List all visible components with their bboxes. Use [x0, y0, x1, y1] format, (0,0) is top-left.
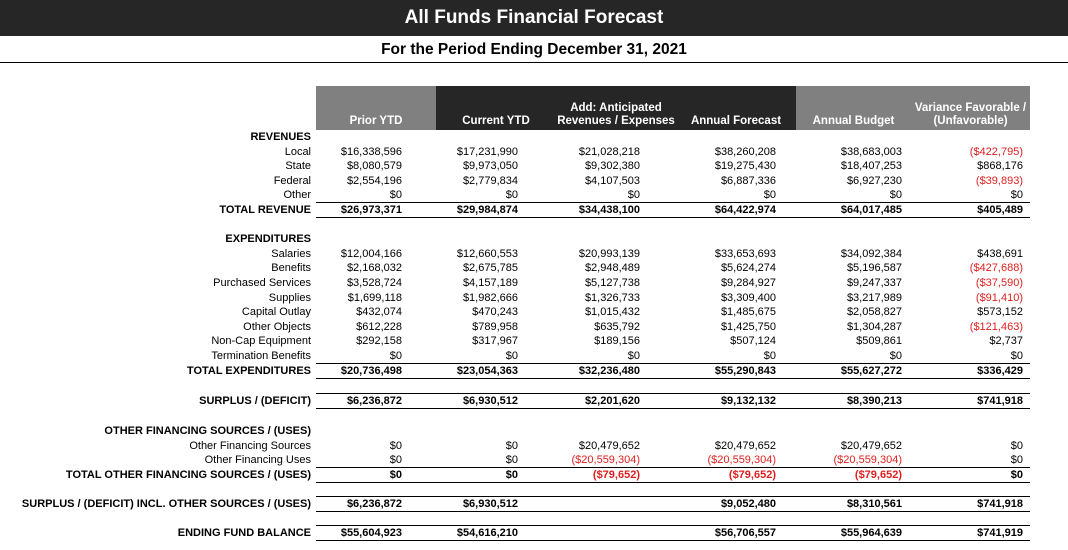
row-label: SURPLUS / (DEFICIT) INCL. OTHER SOURCES / (USES): [21, 498, 311, 510]
row-label: Other Financing Uses: [204, 454, 311, 466]
table-row: [0, 276, 1068, 290]
table-cell: $6,930,512: [462, 395, 518, 407]
table-cell: $336,429: [977, 365, 1023, 377]
table-rule: [316, 393, 1030, 394]
table-row: [0, 334, 1068, 348]
table-row: [0, 424, 1068, 438]
table-rule: [316, 202, 1030, 203]
column-header-current-ytd: Current YTD: [436, 86, 556, 130]
table-row: [0, 130, 1068, 144]
table-row: [0, 453, 1068, 467]
table-cell: $868,176: [977, 160, 1023, 172]
table-cell: $3,309,400: [720, 292, 776, 304]
table-cell: $0: [505, 350, 518, 362]
table-cell: ($20,559,304): [833, 454, 902, 466]
table-cell: $18,407,253: [840, 160, 902, 172]
row-label: Non-Cap Equipment: [211, 335, 311, 347]
table-cell: $1,982,666: [462, 292, 518, 304]
column-header-annual-budget: Annual Budget: [796, 86, 911, 130]
table-rule: [316, 511, 1030, 512]
table-cell: $20,479,652: [714, 440, 776, 452]
table-rule: [316, 540, 1030, 541]
table-cell: $8,390,213: [846, 395, 902, 407]
table-cell: $17,231,990: [456, 146, 518, 158]
table-row: [0, 305, 1068, 319]
table-cell: $6,887,336: [720, 175, 776, 187]
table-row: [0, 497, 1068, 511]
table-cell: $5,127,738: [584, 277, 640, 289]
row-label: Other Objects: [243, 321, 311, 333]
table-cell: $2,948,489: [584, 262, 640, 274]
table-cell: $38,260,208: [714, 146, 776, 158]
table-cell: $6,927,230: [846, 175, 902, 187]
table-rule: [316, 496, 1030, 497]
table-cell: $470,243: [472, 306, 518, 318]
table-cell: $2,058,827: [846, 306, 902, 318]
table-cell: ($79,652): [592, 469, 640, 481]
column-header-annual-forecast: Annual Forecast: [676, 86, 796, 130]
table-cell: $9,132,132: [720, 395, 776, 407]
table-cell: ($37,590): [975, 277, 1023, 289]
table-cell: $20,479,652: [840, 440, 902, 452]
table-cell: $26,973,371: [340, 204, 402, 216]
table-cell: $55,964,639: [840, 527, 902, 539]
column-header-anticipated: Add: Anticipated Revenues / Expenses: [556, 86, 676, 130]
table-cell: $20,736,498: [340, 365, 402, 377]
table-cell: $292,158: [356, 335, 402, 347]
table-cell: $741,919: [977, 527, 1023, 539]
row-label: TOTAL REVENUE: [219, 204, 311, 216]
table-cell: $5,624,274: [720, 262, 776, 274]
table-cell: $789,958: [472, 321, 518, 333]
row-label: Federal: [273, 175, 311, 187]
row-label: Salaries: [271, 248, 311, 260]
row-label: State: [285, 160, 311, 172]
table-rule: [316, 482, 1030, 483]
table-row: [0, 247, 1068, 261]
table-cell: $19,275,430: [714, 160, 776, 172]
row-label: Capital Outlay: [241, 306, 311, 318]
table-cell: $0: [1010, 454, 1023, 466]
table-cell: $54,616,210: [456, 527, 518, 539]
subtitle-divider: [0, 62, 1068, 63]
table-cell: $0: [1010, 469, 1023, 481]
column-header-variance: Variance Favorable / (Unfavorable): [911, 86, 1030, 130]
table-cell: $0: [505, 440, 518, 452]
table-rule: [316, 363, 1030, 364]
table-cell: $0: [389, 440, 402, 452]
table-cell: $9,284,927: [720, 277, 776, 289]
column-header-prior-ytd: Prior YTD: [316, 86, 436, 130]
row-label: Other: [283, 189, 311, 201]
table-cell: ($422,795): [969, 146, 1023, 158]
row-label: OTHER FINANCING SOURCES / (USES): [104, 425, 311, 437]
row-label: TOTAL EXPENDITURES: [186, 365, 311, 377]
table-cell: ($39,893): [975, 175, 1023, 187]
table-cell: $0: [889, 350, 902, 362]
table-cell: $0: [1010, 189, 1023, 201]
table-cell: $509,861: [856, 335, 902, 347]
row-label: Termination Benefits: [211, 350, 311, 362]
table-rule: [316, 525, 1030, 526]
table-cell: $34,092,384: [840, 248, 902, 260]
table-cell: $34,438,100: [578, 204, 640, 216]
table-cell: $16,338,596: [340, 146, 402, 158]
table-cell: $1,485,675: [720, 306, 776, 318]
table-cell: $64,017,485: [840, 204, 902, 216]
table-row: [0, 526, 1068, 540]
table-cell: $0: [505, 189, 518, 201]
table-cell: $29,984,874: [456, 204, 518, 216]
table-cell: $0: [889, 189, 902, 201]
table-row: [0, 291, 1068, 305]
table-cell: $12,660,553: [456, 248, 518, 260]
table-cell: $9,247,337: [846, 277, 902, 289]
row-label: Other Financing Sources: [189, 440, 311, 452]
table-cell: $55,627,272: [840, 365, 902, 377]
report-subtitle: For the Period Ending December 31, 2021: [381, 41, 687, 58]
table-cell: $2,201,620: [584, 395, 640, 407]
table-cell: $0: [627, 350, 640, 362]
row-label: EXPENDITURES: [225, 233, 311, 245]
table-rule: [316, 408, 1030, 409]
row-label: Local: [284, 146, 311, 158]
table-cell: $507,124: [730, 335, 776, 347]
table-row: [0, 261, 1068, 275]
table-cell: $1,425,750: [720, 321, 776, 333]
table-cell: $33,653,693: [714, 248, 776, 260]
table-rule: [316, 467, 1030, 468]
table-cell: $9,052,480: [720, 498, 776, 510]
row-label: Supplies: [268, 292, 311, 304]
table-cell: $6,930,512: [462, 498, 518, 510]
table-cell: $405,489: [977, 204, 1023, 216]
row-label: Benefits: [271, 262, 311, 274]
table-cell: $20,479,652: [578, 440, 640, 452]
table-cell: $741,918: [977, 395, 1023, 407]
table-row: [0, 468, 1068, 482]
table-row: [0, 203, 1068, 217]
table-cell: $8,080,579: [346, 160, 402, 172]
table-cell: $2,779,834: [462, 175, 518, 187]
table-cell: $0: [389, 454, 402, 466]
table-cell: $6,236,872: [346, 395, 402, 407]
row-label: Purchased Services: [213, 277, 311, 289]
row-label: ENDING FUND BALANCE: [177, 527, 311, 539]
table-cell: $1,015,432: [584, 306, 640, 318]
table-cell: $0: [389, 469, 402, 481]
table-cell: $2,554,196: [346, 175, 402, 187]
table-cell: $5,196,587: [846, 262, 902, 274]
table-cell: $0: [505, 454, 518, 466]
table-cell: $12,004,166: [340, 248, 402, 260]
table-row: [0, 188, 1068, 202]
table-cell: $6,236,872: [346, 498, 402, 510]
table-cell: $1,699,118: [347, 292, 402, 304]
table-cell: $438,691: [977, 248, 1023, 260]
table-rule: [316, 378, 1030, 379]
table-cell: $0: [1010, 440, 1023, 452]
table-cell: $1,304,287: [846, 321, 902, 333]
table-cell: $432,074: [356, 306, 402, 318]
table-cell: $2,675,785: [462, 262, 518, 274]
table-cell: $9,302,380: [584, 160, 640, 172]
table-cell: $64,422,974: [714, 204, 776, 216]
table-row: [0, 320, 1068, 334]
table-row: [0, 364, 1068, 378]
table-row: [0, 394, 1068, 408]
table-row: [0, 439, 1068, 453]
table-cell: $55,604,923: [340, 527, 402, 539]
table-cell: $55,290,843: [714, 365, 776, 377]
table-cell: $21,028,218: [578, 146, 640, 158]
table-cell: $0: [627, 189, 640, 201]
table-cell: $4,157,189: [462, 277, 518, 289]
table-cell: $189,156: [594, 335, 640, 347]
table-cell: $32,236,480: [578, 365, 640, 377]
table-cell: $1,326,733: [584, 292, 640, 304]
table-cell: $635,792: [594, 321, 640, 333]
row-label: SURPLUS / (DEFICIT): [199, 395, 311, 407]
report-title: All Funds Financial Forecast: [0, 0, 1068, 36]
table-cell: $8,310,561: [846, 498, 902, 510]
table-cell: ($79,652): [854, 469, 902, 481]
table-cell: $2,168,032: [346, 262, 402, 274]
table-rule: [316, 217, 1030, 218]
table-cell: $0: [1010, 350, 1023, 362]
table-cell: $3,217,989: [846, 292, 902, 304]
table-cell: ($20,559,304): [707, 454, 776, 466]
table-row: [0, 145, 1068, 159]
table-cell: $3,528,724: [346, 277, 402, 289]
table-cell: $23,054,363: [456, 365, 518, 377]
table-row: [0, 232, 1068, 246]
table-cell: $612,228: [356, 321, 402, 333]
table-cell: $741,918: [977, 498, 1023, 510]
table-cell: $2,737: [989, 335, 1023, 347]
table-cell: $38,683,003: [840, 146, 902, 158]
table-cell: $4,107,503: [584, 175, 640, 187]
table-cell: $317,967: [472, 335, 518, 347]
table-cell: $0: [389, 189, 402, 201]
table-cell: $20,993,139: [578, 248, 640, 260]
table-cell: $56,706,557: [714, 527, 776, 539]
row-label: REVENUES: [250, 131, 311, 143]
table-row: [0, 349, 1068, 363]
row-label: TOTAL OTHER FINANCING SOURCES / (USES): [65, 469, 311, 481]
table-cell: $0: [505, 469, 518, 481]
table-cell: ($121,463): [969, 321, 1023, 333]
table-row: [0, 159, 1068, 173]
table-cell: $0: [763, 350, 776, 362]
table-cell: ($91,410): [975, 292, 1023, 304]
table-cell: $0: [763, 189, 776, 201]
table-cell: ($20,559,304): [571, 454, 640, 466]
table-cell: ($427,688): [969, 262, 1023, 274]
table-cell: $0: [389, 350, 402, 362]
table-cell: ($79,652): [728, 469, 776, 481]
table-cell: $573,152: [977, 306, 1023, 318]
table-cell: $9,973,050: [462, 160, 518, 172]
table-row: [0, 174, 1068, 188]
